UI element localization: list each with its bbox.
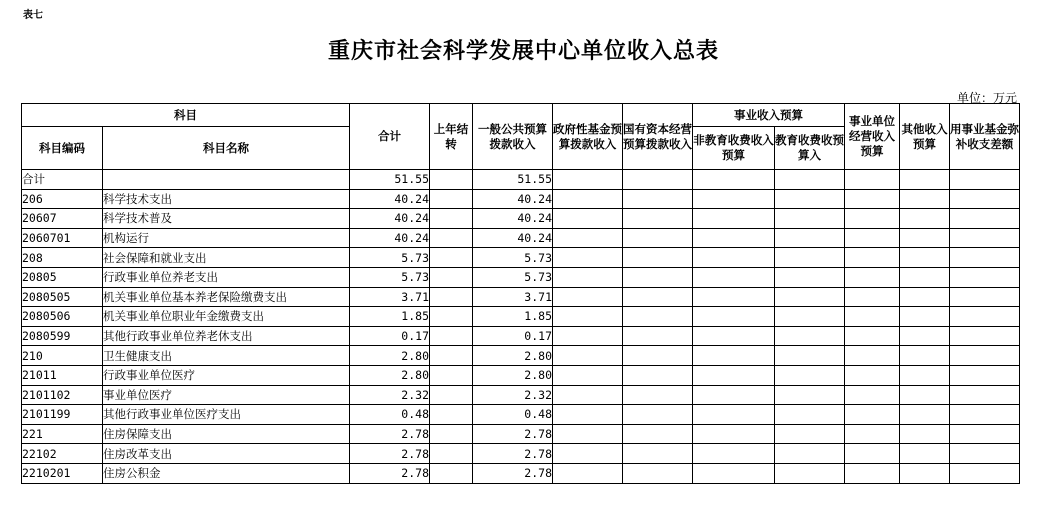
row-state-capital xyxy=(623,405,693,425)
row-code: 2101199 xyxy=(22,405,103,425)
row-general-budget: 5.73 xyxy=(473,248,553,268)
row-gov-fund xyxy=(553,346,623,366)
row-code: 21011 xyxy=(22,365,103,385)
row-edu-fee xyxy=(775,248,845,268)
row-state-capital xyxy=(623,424,693,444)
row-non-edu-fee xyxy=(693,346,775,366)
row-business-operating xyxy=(845,444,900,464)
row-general-budget: 40.24 xyxy=(473,209,553,229)
row-carryover xyxy=(430,385,473,405)
row-other-income xyxy=(900,267,950,287)
row-business-operating xyxy=(845,228,900,248)
row-gov-fund xyxy=(553,228,623,248)
row-other-income xyxy=(900,405,950,425)
row-code: 2080599 xyxy=(22,326,103,346)
row-carryover xyxy=(430,287,473,307)
row-code: 20607 xyxy=(22,209,103,229)
row-carryover xyxy=(430,463,473,483)
row-fund-supplement xyxy=(950,385,1020,405)
row-code: 2080505 xyxy=(22,287,103,307)
header-business-income: 事业收入预算 xyxy=(693,104,845,127)
row-total: 40.24 xyxy=(350,209,430,229)
row-general-budget: 3.71 xyxy=(473,287,553,307)
row-gov-fund xyxy=(553,307,623,327)
row-carryover xyxy=(430,307,473,327)
row-state-capital xyxy=(623,228,693,248)
row-business-operating xyxy=(845,365,900,385)
row-gov-fund xyxy=(553,170,623,190)
row-edu-fee xyxy=(775,170,845,190)
row-general-budget: 2.32 xyxy=(473,385,553,405)
header-fund-supplement: 用事业基金弥补收支差额 xyxy=(950,104,1020,170)
row-carryover xyxy=(430,444,473,464)
row-name: 其他行政事业单位医疗支出 xyxy=(103,405,350,425)
table-row xyxy=(22,326,1020,346)
row-carryover xyxy=(430,170,473,190)
row-carryover xyxy=(430,326,473,346)
row-carryover xyxy=(430,228,473,248)
header-edu-fee: 教育收费收预算入 xyxy=(775,127,845,170)
table-row xyxy=(22,307,1020,327)
row-other-income xyxy=(900,170,950,190)
page-title: 重庆市社会科学发展中心单位收入总表 xyxy=(327,39,719,64)
row-business-operating xyxy=(845,326,900,346)
row-carryover xyxy=(430,189,473,209)
row-other-income xyxy=(900,326,950,346)
row-general-budget: 5.73 xyxy=(473,267,553,287)
row-fund-supplement xyxy=(950,228,1020,248)
row-carryover xyxy=(430,209,473,229)
row-gov-fund xyxy=(553,444,623,464)
row-fund-supplement xyxy=(950,209,1020,229)
row-non-edu-fee xyxy=(693,326,775,346)
row-gov-fund xyxy=(553,405,623,425)
row-edu-fee xyxy=(775,267,845,287)
row-code: 2060701 xyxy=(22,228,103,248)
table-row xyxy=(22,248,1020,268)
row-state-capital xyxy=(623,170,693,190)
row-general-budget: 51.55 xyxy=(473,170,553,190)
income-summary-table xyxy=(21,103,1020,484)
row-fund-supplement xyxy=(950,365,1020,385)
row-gov-fund xyxy=(553,189,623,209)
row-edu-fee xyxy=(775,463,845,483)
row-edu-fee xyxy=(775,385,845,405)
row-name: 机关事业单位职业年金缴费支出 xyxy=(103,307,350,327)
row-name: 机构运行 xyxy=(103,228,350,248)
row-carryover xyxy=(430,365,473,385)
row-carryover xyxy=(430,267,473,287)
row-non-edu-fee xyxy=(693,267,775,287)
row-general-budget: 0.17 xyxy=(473,326,553,346)
row-code: 210 xyxy=(22,346,103,366)
row-total: 2.80 xyxy=(350,365,430,385)
row-non-edu-fee xyxy=(693,228,775,248)
row-fund-supplement xyxy=(950,287,1020,307)
row-general-budget: 2.78 xyxy=(473,444,553,464)
row-fund-supplement xyxy=(950,189,1020,209)
row-total: 40.24 xyxy=(350,189,430,209)
row-edu-fee xyxy=(775,346,845,366)
row-fund-supplement xyxy=(950,405,1020,425)
row-gov-fund xyxy=(553,287,623,307)
row-other-income xyxy=(900,365,950,385)
row-non-edu-fee xyxy=(693,385,775,405)
table-row xyxy=(22,228,1020,248)
row-edu-fee xyxy=(775,228,845,248)
row-non-edu-fee xyxy=(693,463,775,483)
row-state-capital xyxy=(623,346,693,366)
row-gov-fund xyxy=(553,267,623,287)
row-gov-fund xyxy=(553,248,623,268)
row-name xyxy=(103,170,350,190)
row-carryover xyxy=(430,405,473,425)
row-fund-supplement xyxy=(950,170,1020,190)
row-state-capital xyxy=(623,189,693,209)
row-edu-fee xyxy=(775,444,845,464)
row-total: 51.55 xyxy=(350,170,430,190)
row-name: 社会保障和就业支出 xyxy=(103,248,350,268)
row-general-budget: 2.80 xyxy=(473,365,553,385)
table-row xyxy=(22,189,1020,209)
row-general-budget: 2.78 xyxy=(473,463,553,483)
row-non-edu-fee xyxy=(693,170,775,190)
row-other-income xyxy=(900,228,950,248)
row-edu-fee xyxy=(775,209,845,229)
row-fund-supplement xyxy=(950,424,1020,444)
row-gov-fund xyxy=(553,365,623,385)
row-name: 机关事业单位基本养老保险缴费支出 xyxy=(103,287,350,307)
row-name: 卫生健康支出 xyxy=(103,346,350,366)
row-total: 0.17 xyxy=(350,326,430,346)
row-total: 40.24 xyxy=(350,228,430,248)
row-non-edu-fee xyxy=(693,405,775,425)
row-name: 行政事业单位医疗 xyxy=(103,365,350,385)
row-name: 住房公积金 xyxy=(103,463,350,483)
row-code: 221 xyxy=(22,424,103,444)
row-business-operating xyxy=(845,170,900,190)
row-code: 合计 xyxy=(22,170,103,190)
table-body xyxy=(22,170,1020,484)
row-non-edu-fee xyxy=(693,248,775,268)
row-fund-supplement xyxy=(950,307,1020,327)
row-business-operating xyxy=(845,307,900,327)
row-total: 2.32 xyxy=(350,385,430,405)
row-general-budget: 40.24 xyxy=(473,228,553,248)
row-code: 2210201 xyxy=(22,463,103,483)
row-state-capital xyxy=(623,209,693,229)
row-code: 208 xyxy=(22,248,103,268)
header-subject: 科目 xyxy=(22,104,350,127)
row-edu-fee xyxy=(775,405,845,425)
row-state-capital xyxy=(623,307,693,327)
row-name: 住房改革支出 xyxy=(103,444,350,464)
table-row xyxy=(22,463,1020,483)
row-carryover xyxy=(430,346,473,366)
row-name: 事业单位医疗 xyxy=(103,385,350,405)
row-other-income xyxy=(900,287,950,307)
row-state-capital xyxy=(623,444,693,464)
row-non-edu-fee xyxy=(693,424,775,444)
table-row xyxy=(22,209,1020,229)
row-business-operating xyxy=(845,209,900,229)
row-business-operating xyxy=(845,189,900,209)
row-total: 5.73 xyxy=(350,248,430,268)
header-general-budget: 一般公共预算拨款收入 xyxy=(473,104,553,170)
row-general-budget: 2.78 xyxy=(473,424,553,444)
row-fund-supplement xyxy=(950,267,1020,287)
row-other-income xyxy=(900,424,950,444)
row-total: 2.78 xyxy=(350,444,430,464)
row-edu-fee xyxy=(775,326,845,346)
header-non-edu-fee: 非教育收费收入预算 xyxy=(693,127,775,170)
row-other-income xyxy=(900,189,950,209)
table-row xyxy=(22,365,1020,385)
row-gov-fund xyxy=(553,463,623,483)
table-row xyxy=(22,287,1020,307)
row-code: 2080506 xyxy=(22,307,103,327)
row-other-income xyxy=(900,248,950,268)
table-row xyxy=(22,444,1020,464)
row-state-capital xyxy=(623,287,693,307)
row-fund-supplement xyxy=(950,326,1020,346)
row-general-budget: 1.85 xyxy=(473,307,553,327)
row-fund-supplement xyxy=(950,346,1020,366)
row-total: 5.73 xyxy=(350,267,430,287)
row-carryover xyxy=(430,248,473,268)
row-name: 科学技术普及 xyxy=(103,209,350,229)
row-other-income xyxy=(900,385,950,405)
table-label: 表七 xyxy=(23,10,43,21)
row-total: 2.78 xyxy=(350,463,430,483)
row-state-capital xyxy=(623,385,693,405)
header-other-income: 其他收入预算 xyxy=(900,104,950,170)
row-non-edu-fee xyxy=(693,365,775,385)
row-name: 住房保障支出 xyxy=(103,424,350,444)
header-gov-fund: 政府性基金预算拨款收入 xyxy=(553,104,623,170)
row-code: 2101102 xyxy=(22,385,103,405)
row-fund-supplement xyxy=(950,444,1020,464)
row-business-operating xyxy=(845,287,900,307)
row-total: 0.48 xyxy=(350,405,430,425)
row-other-income xyxy=(900,444,950,464)
row-edu-fee xyxy=(775,307,845,327)
row-general-budget: 40.24 xyxy=(473,189,553,209)
row-non-edu-fee xyxy=(693,444,775,464)
row-state-capital xyxy=(623,463,693,483)
row-code: 22102 xyxy=(22,444,103,464)
header-code: 科目编码 xyxy=(22,127,103,170)
row-total: 1.85 xyxy=(350,307,430,327)
row-name: 其他行政事业单位养老休支出 xyxy=(103,326,350,346)
row-name: 科学技术支出 xyxy=(103,189,350,209)
row-edu-fee xyxy=(775,365,845,385)
row-gov-fund xyxy=(553,424,623,444)
row-non-edu-fee xyxy=(693,307,775,327)
table-row xyxy=(22,346,1020,366)
row-other-income xyxy=(900,307,950,327)
row-non-edu-fee xyxy=(693,189,775,209)
row-edu-fee xyxy=(775,189,845,209)
row-business-operating xyxy=(845,267,900,287)
row-state-capital xyxy=(623,248,693,268)
row-business-operating xyxy=(845,346,900,366)
row-business-operating xyxy=(845,405,900,425)
row-gov-fund xyxy=(553,385,623,405)
row-state-capital xyxy=(623,326,693,346)
table-row xyxy=(22,170,1020,190)
row-edu-fee xyxy=(775,424,845,444)
row-gov-fund xyxy=(553,209,623,229)
row-total: 2.80 xyxy=(350,346,430,366)
header-total: 合计 xyxy=(350,104,430,170)
row-business-operating xyxy=(845,463,900,483)
row-business-operating xyxy=(845,424,900,444)
header-carryover: 上年结转 xyxy=(430,104,473,170)
row-total: 3.71 xyxy=(350,287,430,307)
header-name: 科目名称 xyxy=(103,127,350,170)
row-edu-fee xyxy=(775,287,845,307)
row-code: 206 xyxy=(22,189,103,209)
header-state-capital: 国有资本经营预算拨款收入 xyxy=(623,104,693,170)
header-business-operating: 事业单位经营收入预算 xyxy=(845,104,900,170)
table-row xyxy=(22,424,1020,444)
row-fund-supplement xyxy=(950,248,1020,268)
row-code: 20805 xyxy=(22,267,103,287)
row-state-capital xyxy=(623,267,693,287)
row-total: 2.78 xyxy=(350,424,430,444)
row-state-capital xyxy=(623,365,693,385)
table-row xyxy=(22,405,1020,425)
row-other-income xyxy=(900,209,950,229)
row-business-operating xyxy=(845,248,900,268)
row-other-income xyxy=(900,346,950,366)
row-business-operating xyxy=(845,385,900,405)
unit-label: 单位：万元 xyxy=(956,91,1017,105)
row-general-budget: 2.80 xyxy=(473,346,553,366)
row-non-edu-fee xyxy=(693,209,775,229)
row-fund-supplement xyxy=(950,463,1020,483)
row-other-income xyxy=(900,463,950,483)
row-non-edu-fee xyxy=(693,287,775,307)
row-general-budget: 0.48 xyxy=(473,405,553,425)
table-row xyxy=(22,385,1020,405)
row-name: 行政事业单位养老支出 xyxy=(103,267,350,287)
row-gov-fund xyxy=(553,326,623,346)
table-row xyxy=(22,267,1020,287)
row-carryover xyxy=(430,424,473,444)
